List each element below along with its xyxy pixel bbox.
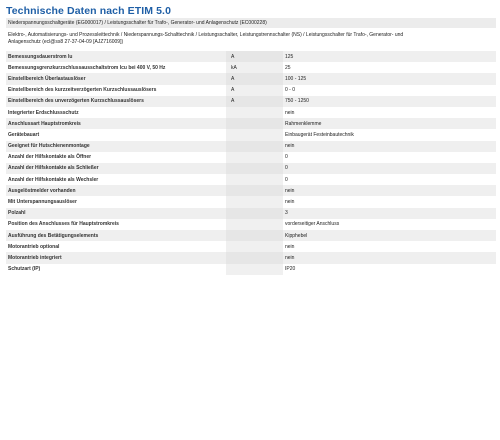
spec-value: nein [283,185,496,196]
spec-row [6,129,496,140]
spec-value: nein [283,141,496,152]
spec-value: 3 [283,208,496,219]
spec-row [6,252,496,263]
spec-name: Schutzart (IP) [8,266,41,273]
spec-name: Anzahl der Hilfskontakte als Wechsler [8,176,99,183]
spec-value: nein [285,243,295,250]
spec-value: 750 - 1250 [283,96,496,107]
spec-name: Bemessungsgrenzkurzschlussausschaltstrom Icu bei 400 V, 50 Hz [8,64,166,71]
spec-row [6,73,496,84]
spec-name: Einstellbereich Überlastauslöser [6,73,226,84]
spec-unit [226,241,283,252]
spec-unit [226,196,283,207]
spec-unit: A [226,85,283,96]
spec-name: Ausführung des Betätigungselements [6,230,226,241]
spec-unit [226,129,283,140]
spec-row [6,85,496,96]
spec-row [6,241,496,252]
spec-name: Einstellbereich des unverzögerten Kurzschlussauslösers [6,96,226,107]
spec-row [6,185,496,196]
spec-value: Rahmenklemme [283,118,496,129]
spec-name: Motorantrieb optional [8,243,60,250]
spec-row [6,118,496,129]
category-line-1: Elektro-, Automatisierungs- und Prozessleittechnik / Niederspannungs-Schalttechnik / Leistungsschalter, Leistungstrennschalter (NS) / Leistungsschalter für Trafo-, Generator- und [8,32,404,38]
spec-unit [226,208,283,219]
spec-row [6,152,496,163]
spec-row [6,163,496,174]
spec-value: 25 [285,64,291,71]
category-line-2: Anlagenschutz (ecl@ss8 27-37-04-09 [AJZ716009]) [8,38,124,45]
spec-name: Anzahl der Hilfskontakte als Öffner [8,154,92,161]
spec-value: 0 - 0 [285,87,296,94]
spec-value: 0 [285,176,288,183]
spec-unit: A [226,73,283,84]
spec-row [6,208,496,219]
page-title: Technische Daten nach ETIM 5.0 [6,5,172,17]
spec-name: Anzahl der Hilfskontakte als Schließer [6,163,226,174]
spec-name: Ausgelöstmelder vorhanden [6,185,226,196]
spec-unit [226,152,283,163]
spec-unit [226,185,283,196]
spec-row [6,219,496,230]
spec-name: Motorantrieb integriert [6,252,226,263]
spec-unit [226,174,283,185]
spec-unit [226,264,283,275]
spec-row [6,96,496,107]
spec-name: Integrierter Erdschlussschutz [8,109,79,116]
spec-unit [226,230,283,241]
spec-name: Einstellbereich des kurzzeitverzögerten Kurzschlussauslösers [8,87,157,94]
spec-value: Kipphebel [283,230,496,241]
spec-value: 0 [283,163,496,174]
spec-row [6,264,496,275]
spec-row [6,107,496,118]
etim-class-line: Niederspannungsschaltgeräte (EG000017) / Leistungsschalter für Trafo-, Generator- und Anlagenschutz (EC000228) [6,18,496,28]
spec-value: IP20 [285,266,296,273]
spec-row [6,141,496,152]
spec-table [6,51,496,275]
spec-name: Bemessungsdauerstrom Iu [6,51,226,62]
category-path [6,31,496,46]
spec-row [6,174,496,185]
spec-name: Polzahl [6,208,226,219]
spec-unit [226,252,283,263]
spec-unit [226,107,283,118]
spec-name: Gerätebauart [8,131,40,138]
spec-name: Position des Anschlusses für Hauptstromkreis [8,221,119,228]
spec-unit: A [226,96,283,107]
spec-value: vorderseitiger Anschluss [285,221,340,228]
spec-unit [226,219,283,230]
spec-name: Mit Unterspannungsauslöser [8,199,77,206]
spec-row [6,62,496,73]
spec-value: 100 - 125 [283,73,496,84]
spec-unit [226,118,283,129]
spec-value: 125 [283,51,496,62]
spec-value: nein [285,109,295,116]
spec-unit [226,163,283,174]
spec-name: Anschlussart Hauptstromkreis [6,118,226,129]
spec-value: Einbaugerät Festeinbautechnik [285,131,354,138]
spec-unit [226,141,283,152]
spec-row [6,230,496,241]
spec-value: nein [283,252,496,263]
spec-row [6,196,496,207]
spec-value: nein [285,199,295,206]
spec-row [6,51,496,62]
spec-value: 0 [285,154,288,161]
spec-unit: kA [226,62,283,73]
spec-unit: A [226,51,283,62]
spec-name: Geeignet für Hutschienenmontage [6,141,226,152]
